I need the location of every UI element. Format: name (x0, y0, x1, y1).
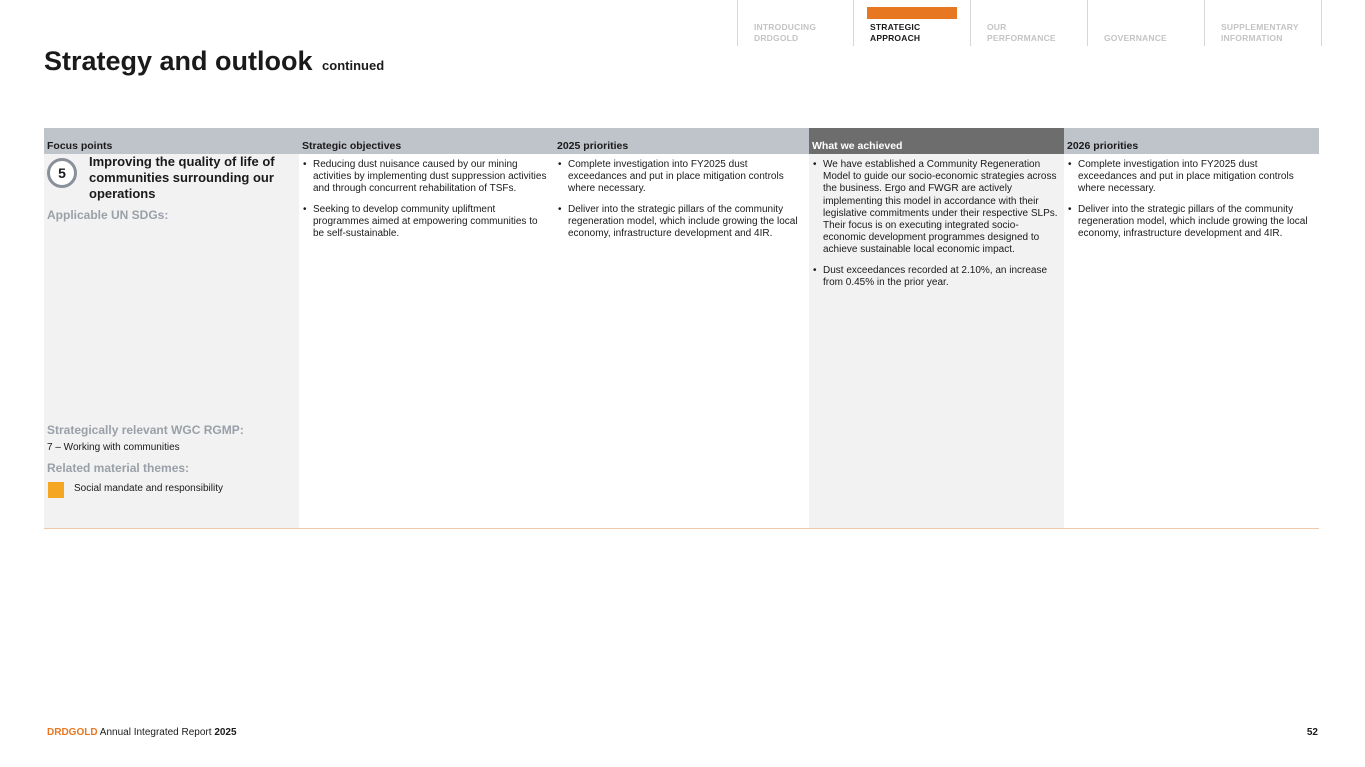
focus-title: Improving the quality of life of communities surrounding our operations (89, 154, 275, 201)
nav-tab-governance[interactable] (1088, 0, 1205, 46)
focus-number-badge: 5 (47, 158, 77, 188)
footer (47, 727, 237, 738)
section-nav (737, 0, 1322, 46)
nav-tab-introducing[interactable] (737, 0, 854, 46)
theme-color-swatch (48, 482, 64, 498)
focus-points-cell (44, 154, 299, 528)
nav-tab-supplementary[interactable] (1205, 0, 1322, 46)
list-item: • Deliver into the strategic pillars of the community regeneration model, which include growing the local economy, infrastructure development and 4IR. (558, 204, 804, 241)
page-title-main: Strategy and outlook (44, 46, 313, 76)
theme-label: Social mandate and responsibility (74, 483, 223, 494)
page-number: 52 (1306, 727, 1318, 738)
table-header-row (44, 128, 1319, 154)
priorities-2025-list (558, 159, 804, 248)
priorities-2026-list (1068, 159, 1314, 248)
active-tab-indicator (867, 7, 957, 19)
achieved-cell (809, 154, 1064, 528)
wgc-value: 7 – Working with communities (47, 442, 180, 453)
nav-tab-label: INTRODUCING DRDGOLD (754, 22, 817, 43)
header-focus-points: Focus points (44, 128, 299, 154)
list-item: • Deliver into the strategic pillars of the community regeneration model, which include growing the local economy, infrastructure development and 4IR. (1068, 204, 1314, 241)
page-title (44, 46, 384, 77)
footer-report-title: Annual Integrated Report (97, 727, 215, 738)
themes-label: Related material themes: (47, 461, 190, 475)
list-item: • Complete investigation into FY2025 dust exceedances and put in place mitigation controls where necessary. (558, 159, 804, 196)
sdgs-label: Applicable UN SDGs: (47, 208, 169, 222)
nav-tab-label: GOVERNANCE (1104, 33, 1167, 43)
achieved-list (813, 159, 1059, 297)
footer-year: 2025 (214, 727, 237, 738)
header-what-we-achieved: What we achieved (809, 128, 1064, 154)
footer-brand: DRDGOLD (47, 727, 98, 738)
list-item: • Reducing dust nuisance caused by our mining activities by implementing dust suppression activities and through concurrent rehabilitation of TSFs. (303, 159, 549, 196)
list-item: • We have established a Community Regeneration Model to guide our socio-economic strategies across the business. Ergo and FWGR are actively implementing this model in accordance with their legislative commitments under their respective SLPs. Their focus is on executing integrated socio-economic development programmes designed to achieve sustainable local economic impact. (813, 159, 1059, 257)
list-item: • Seeking to develop community upliftment programmes aimed at empowering communities to be self-sustainable. (303, 204, 549, 241)
objectives-list (303, 159, 549, 248)
priorities-2025-cell (554, 154, 809, 528)
list-item: • Complete investigation into FY2025 dust exceedances and put in place mitigation controls where necessary. (1068, 159, 1314, 196)
strategy-table (44, 128, 1319, 529)
table-row (44, 154, 1319, 528)
wgc-label: Strategically relevant WGC RGMP: (47, 423, 244, 437)
nav-tab-label: OUR PERFORMANCE (987, 22, 1056, 43)
nav-tab-label: SUPPLEMENTARY INFORMATION (1221, 22, 1299, 43)
header-2026-priorities: 2026 priorities (1064, 128, 1319, 154)
header-2025-priorities: 2025 priorities (554, 128, 809, 154)
header-strategic-objectives: Strategic objectives (299, 128, 554, 154)
page-title-suffix: continued (322, 58, 385, 73)
strategic-objectives-cell (299, 154, 554, 528)
nav-tab-our-performance[interactable] (971, 0, 1088, 46)
nav-tab-label: STRATEGIC APPROACH (870, 22, 921, 43)
nav-tab-strategic-approach[interactable] (854, 0, 971, 46)
list-item: • Dust exceedances recorded at 2.10%, an increase from 0.45% in the prior year. (813, 265, 1059, 289)
priorities-2026-cell (1064, 154, 1319, 528)
